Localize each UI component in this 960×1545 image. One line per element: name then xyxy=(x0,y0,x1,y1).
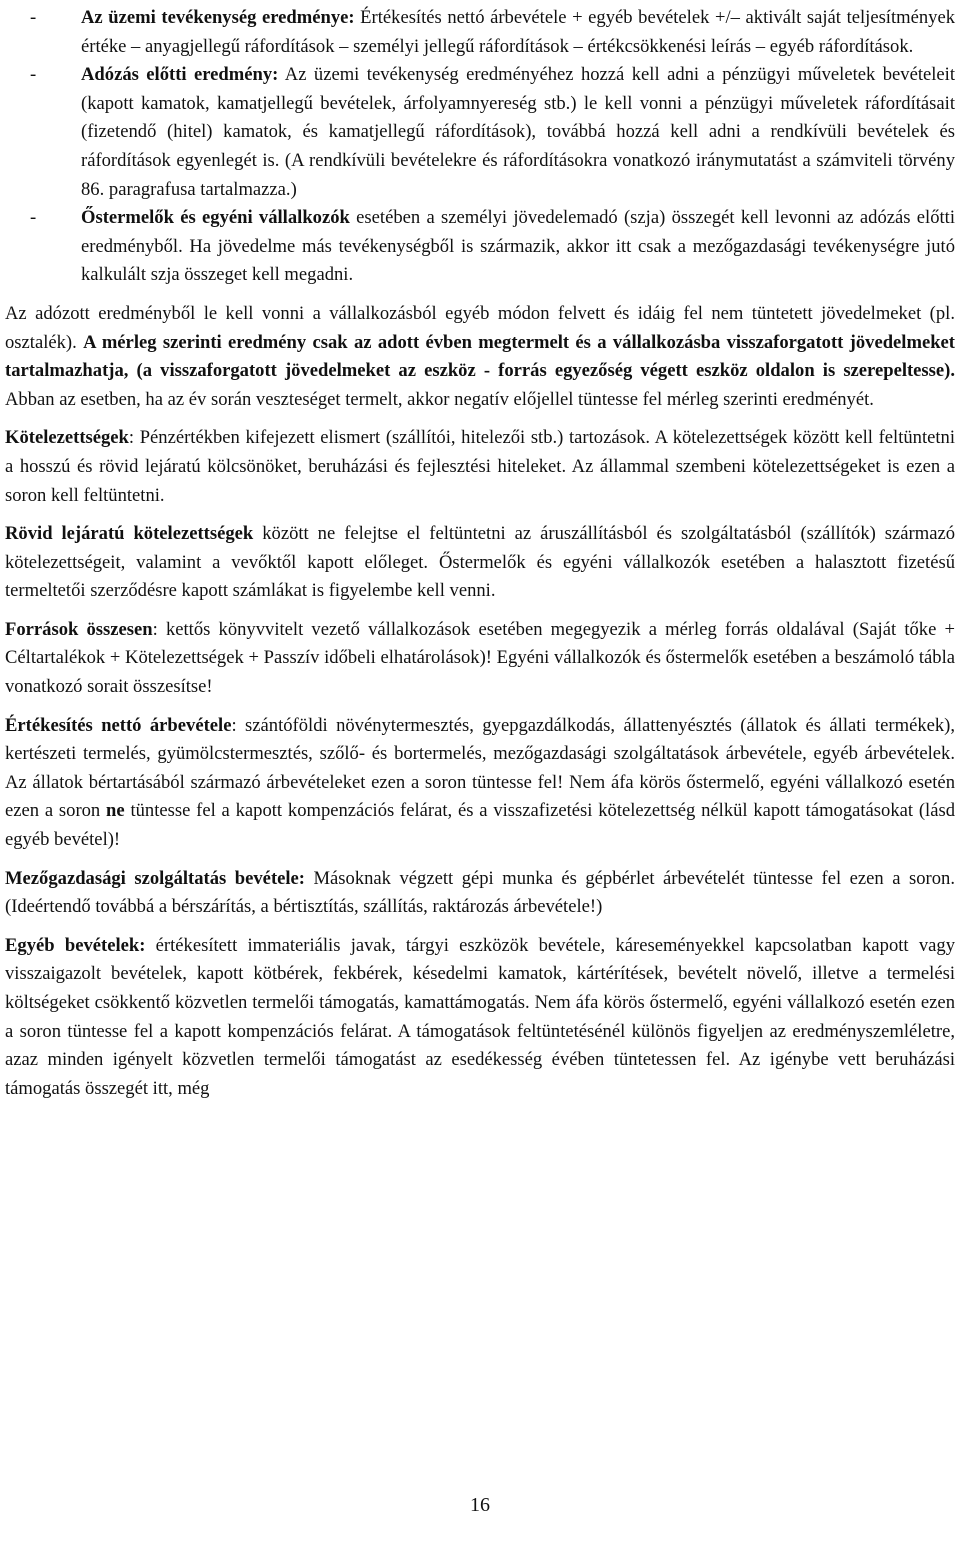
list-item xyxy=(5,204,955,290)
term-mezogazdasagi-szolgaltatas: Mezőgazdasági szolgáltatás bevétele: xyxy=(5,867,305,889)
paragraph-mezogazdasagi-szolgaltatas xyxy=(5,865,955,922)
paragraph-adozott-eredmeny xyxy=(5,300,955,414)
paragraph-text: Abban az esetben, ha az év során veszteséget termelt, akkor negatív előjellel tüntesse fel mérleg szerinti eredményét. xyxy=(5,388,874,410)
paragraph-text: : szántóföldi növénytermesztés, gyepgazdálkodás, állattenyésztés (állatok és állati termékek), kertészeti termelés, gyümölcstermesztés, szőlő- és bortermelés, mezőgazdasági szolgáltatások árbevétele, egyéb árbevételek. Az állatok bértartásából származó árbevételeket ezen a soron tüntesse fel! Nem áfa körös őstermelő, egyéni vállalkozó esetén ezen a soron xyxy=(5,714,956,822)
term-forrasok-osszesen: Források összesen xyxy=(5,618,153,640)
paragraph-text: értékesített immateriális javak, tárgyi eszközök bevétele, káreseményekkel kapcsolatban kapott vagy visszaigazolt bevételek, kapott kötbérek, fekbérek, késedelmi kamatok, kártérítések, bevételt növelő, illetve a termelési költségeket csökkentő közvetlen termelői támogatás, kamattámogatás. Nem áfa körös őstermelő, egyéni vállalkozó esetén ezen a soron tüntesse fel a kapott kompenzációs felárat. A támogatások feltüntetésénél különös figyeljen az eredményszemléletre, azaz minden igényelt közvetlen termelői támogatást az esedékesség évében tüntetessen fel. Az igénybe vett beruházási támogatás összegét itt, még xyxy=(5,934,956,1099)
list-item xyxy=(5,4,955,61)
paragraph-text: tüntesse fel a kapott kompenzációs felárat, és a visszafizetési kötelezettség nélkül kapott támogatásokat (lásd egyéb bevétel)! xyxy=(5,800,956,851)
list-dash: - xyxy=(30,207,37,229)
paragraph-text: : kettős könyvvitelt vezető vállalkozások esetében megegyezik a mérleg forrás oldalával (Saját tőke + Céltartalékok + Kötelezettségek + Passzív időbeli elhatárolások)! Egyéni vállalkozók és őstermelők esetében a beszámoló tábla vonatkozó sorait összesítse! xyxy=(5,618,955,698)
paragraph-bold-text: ne xyxy=(106,800,125,822)
paragraph-bold-text: A mérleg szerinti eredmény csak az adott évben megtermelt és a vállalkozásba visszaforgatott jövedelmeket tartalmazhatja, (a visszaforgatott jövedelmeket az eszköz - forrás egyezőség végett eszköz oldalon is szerepeltesse). xyxy=(5,331,955,382)
term-adozas-elotti-eredmeny: Adózás előtti eredmény: xyxy=(81,64,279,86)
paragraph-kotelezettsegek xyxy=(5,424,955,510)
term-egyeb-bevetelek: Egyéb bevételek: xyxy=(5,934,146,956)
term-rovid-lejaratu: Rövid lejáratú kötelezettségek xyxy=(5,523,254,545)
paragraph-ertekesites xyxy=(5,712,955,855)
paragraph-text: között ne felejtse el feltüntetni az áruszállításból és szolgáltatásból (szállítók) származó kötelezettségeit, valamint a vevőktől kapott előleget. Őstermelők és egyéni vállalkozók esetében a halasztott fizetésű termeltetői szerződésre kapott számlákat is figyelembe kell venni. xyxy=(5,523,955,602)
paragraph-egyeb-bevetelek xyxy=(5,932,955,1104)
list-item xyxy=(5,61,955,204)
paragraph-text: Az adózott eredményből le kell vonni a vállalkozásból egyéb módon felvett és idáig fel nem tüntetett jövedelmeket (pl. osztalék). xyxy=(5,302,955,353)
paragraph-forrasok-osszesen xyxy=(5,616,955,702)
term-kotelezettsegek: Kötelezettségek xyxy=(5,427,129,449)
page-number: 16 xyxy=(470,1494,490,1516)
list-dash: - xyxy=(30,7,37,28)
list-item-text: esetében a személyi jövedelemadó (szja) összegét kell levonni az adózás előtti eredményből. Ha jövedelme más tevékenységből is származik, akkor itt csak a mezőgazdasági tevékenységre jutó kalkulált szja összeget kell megadni. xyxy=(81,207,956,286)
list-item-text: Az üzemi tevékenység eredményéhez hozzá kell adni a pénzügyi műveletek bevételeit (kapott kamatok, kamatjellegű bevételek, árfolyamnyereség stb.) le kell vonni a pénzügyi műveletek ráfordításait (fizetendő (hitel) kamatok, és kamatjellegű ráfordítások), továbbá hozzá kell adni a rendkívüli bevételek és ráfordítások egyenlegét is. (A rendkívüli bevételekre és ráfordításokra vonatkozó iránymutatást a számviteli törvény 86. paragrafusa tartalmazza.) xyxy=(81,64,956,200)
term-uzemi-eredmeny: Az üzemi tevékenység eredménye: xyxy=(81,7,355,28)
term-ertekesites: Értékesítés nettó árbevétele xyxy=(5,714,232,736)
list-item-text: Értékesítés nettó árbevétele + egyéb bevételek +/– aktivált saját teljesítmények értéke – anyagjellegű ráfordítások – személyi jellegű ráfordítások – értékcsökkenési leírás – egyéb ráfordítások. xyxy=(81,7,956,57)
list-dash: - xyxy=(30,64,37,86)
paragraph-text: Másoknak végzett gépi munka és gépbérlet árbevételét tüntesse fel ezen a soron. (Ideértendő továbbá a bérszárítás, a bértisztítás, szállítás, raktározás árbevétele!) xyxy=(5,867,955,918)
paragraph-rovid-lejaratu xyxy=(5,520,955,606)
paragraph-text: : Pénzértékben kifejezett elismert (szállítói, hitelezői stb.) tartozások. A kötelezettségek között kell feltüntetni a hosszú és rövid lejáratú kölcsönöket, beruházási és fejlesztési hiteleket. Az állammal szembeni kötelezettségeket is ezen a soron kell feltüntetni. xyxy=(5,427,955,506)
term-ostermelok: Őstermelők és egyéni vállalkozók xyxy=(81,207,350,229)
document-page xyxy=(5,4,955,1103)
